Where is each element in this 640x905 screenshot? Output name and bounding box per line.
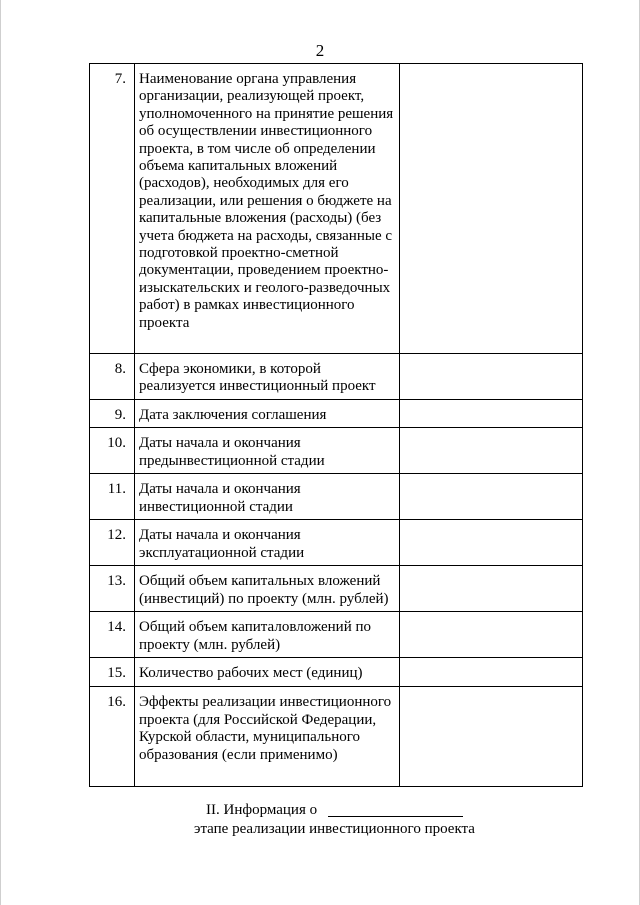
row-label: Даты начала и окончания предынвестиционной стадии	[135, 428, 400, 474]
row-label: Сфера экономики, в которой реализуется инвестиционный проект	[135, 354, 400, 400]
table-row	[90, 354, 583, 400]
row-number: 16.	[90, 687, 135, 787]
row-number: 15.	[90, 658, 135, 687]
page-edge-left	[0, 0, 1, 905]
row-number: 12.	[90, 520, 135, 566]
row-value-cell	[400, 687, 583, 787]
project-info-table	[89, 63, 583, 787]
row-number: 8.	[90, 354, 135, 400]
row-value-cell	[400, 658, 583, 687]
row-label: Даты начала и окончания эксплуатационной стадии	[135, 520, 400, 566]
table-row	[90, 474, 583, 520]
section-heading-text: II. Информация о	[206, 802, 318, 818]
table-row	[90, 566, 583, 612]
row-value-cell	[400, 612, 583, 658]
blank-fill-line	[328, 816, 463, 817]
section-heading-subtext: этапе реализации инвестиционного проекта	[194, 821, 475, 837]
row-number: 10.	[90, 428, 135, 474]
row-value-cell	[400, 428, 583, 474]
table-row	[90, 520, 583, 566]
row-label: Дата заключения соглашения	[135, 400, 400, 428]
row-label: Количество рабочих мест (единиц)	[135, 658, 400, 687]
row-label: Эффекты реализации инвестиционного проекта (для Российской Федерации, Курской области, муниципального образования (если применимо)	[135, 687, 400, 787]
row-value-cell	[400, 474, 583, 520]
table-row	[90, 658, 583, 687]
table-row	[90, 428, 583, 474]
page-number: 2	[315, 41, 325, 60]
table-row	[90, 64, 583, 354]
row-number: 9.	[90, 400, 135, 428]
row-value-cell	[400, 520, 583, 566]
row-value-cell	[400, 354, 583, 400]
row-label: Даты начала и окончания инвестиционной стадии	[135, 474, 400, 520]
table-row	[90, 612, 583, 658]
table-row	[90, 687, 583, 787]
row-number: 11.	[90, 474, 135, 520]
table-row	[90, 400, 583, 428]
row-number: 7.	[90, 64, 135, 354]
row-number: 13.	[90, 566, 135, 612]
row-label: Общий объем капитальных вложений (инвестиций) по проекту (млн. рублей)	[135, 566, 400, 612]
row-value-cell	[400, 400, 583, 428]
row-label: Общий объем капиталовложений по проекту (млн. рублей)	[135, 612, 400, 658]
row-label: Наименование органа управления организации, реализующей проект, уполномоченного на принятие решения об осуществлении инвестиционного проекта, в том числе об определении объема капитальных вложений (расходов), необходимых для его реализации, или решения о бюджете на капитальные вложения (расходы) (без учета бюджета на расходы, связанные с подготовкой проектно-сметной документации, проведением проектно-изыскательских и геолого-разведочных работ) в рамках инвестиционного проекта	[135, 64, 400, 354]
row-value-cell	[400, 64, 583, 354]
row-value-cell	[400, 566, 583, 612]
row-number: 14.	[90, 612, 135, 658]
